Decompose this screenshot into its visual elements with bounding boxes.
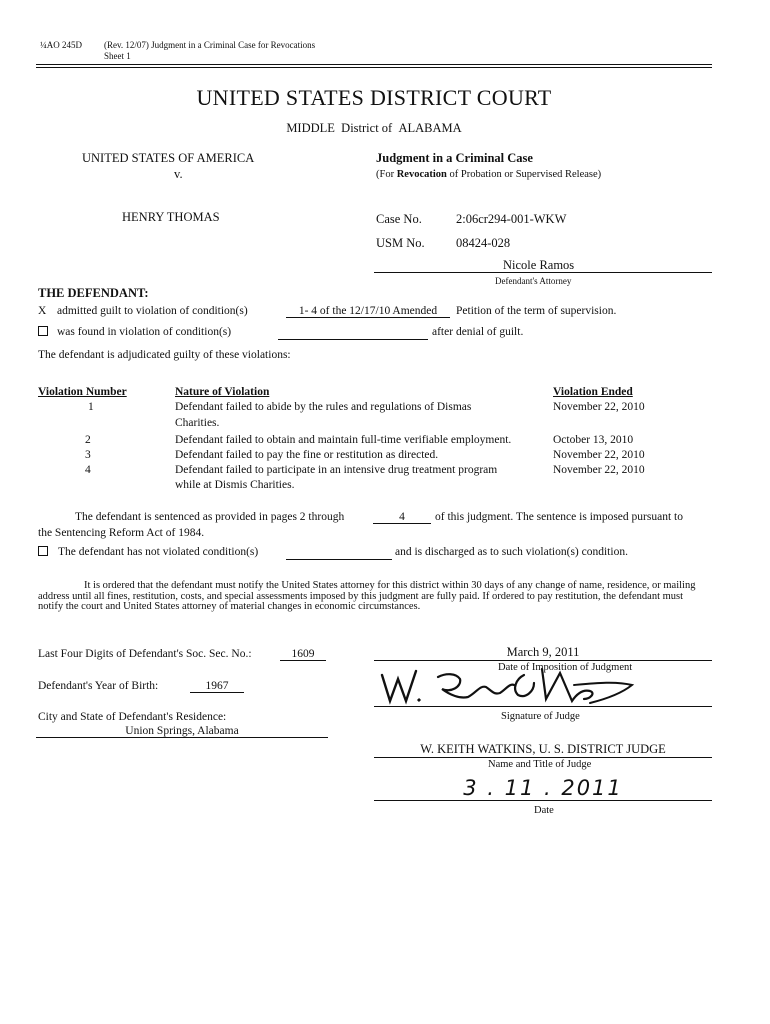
residence-label: City and State of Defendant's Residence: [38,711,227,723]
sheet-number: Sheet 1 [104,51,131,61]
not-violated-checkbox [38,546,48,558]
ssn-value: 1609 [280,648,326,661]
admitted-rest: Petition of the term of supervision. [456,305,617,317]
district-state: ALABAMA [398,121,462,135]
adjudicated-text: The defendant is adjudicated guilty of these violations: [38,349,291,361]
form-id: ¼AO 245D [40,40,82,50]
signature-line [374,706,712,707]
header-divider-2 [36,67,712,68]
plaintiff: UNITED STATES OF AMERICA [82,151,255,165]
imposition-date: March 9, 2011 [374,645,712,661]
violation-ended: November 22, 2010 [553,464,645,476]
header-divider [36,64,712,65]
notification-order: It is ordered that the defendant must notify the United States attorney for this district within 30 days of any change of name, residence, or mailing address until all fines, restitution, costs, and special assessments imposed by this judgment are fully paid. If ordered to pay restitution, the defendant must notify the court and United States attorney of material changes in economic circumstances. [38,580,696,612]
date-label: Date [534,805,554,816]
not-violated-text: The defendant has not violated condition(s) [58,546,259,558]
sentence-pages: 4 [373,511,431,524]
district-prefix: MIDDLE [286,121,335,135]
birth-year-label: Defendant's Year of Birth: [38,680,159,692]
signature-label: Signature of Judge [501,711,580,722]
court-title: UNITED STATES DISTRICT COURT [196,85,552,110]
header-nature: Nature of Violation [175,386,270,398]
violation-ended: November 22, 2010 [553,449,645,461]
discharged-text: and is discharged as to such violation(s) condition. [395,546,628,558]
form-revision: (Rev. 12/07) Judgment in a Criminal Case for Revocations [104,40,316,50]
not-violated-blank [286,546,392,560]
sentence-text-cont: of this judgment. The sentence is imposed pursuant to [435,511,683,523]
district-label: District of [341,121,393,135]
admitted-conditions: 1- 4 of the 12/17/10 Amended [286,305,450,318]
judge-name-label: Name and Title of Judge [488,759,592,770]
defendant-heading: THE DEFENDANT: [38,286,149,300]
found-text: was found in violation of condition(s) [57,326,232,338]
attorney-line [374,272,712,273]
signed-date: 3 . 11 . 2011 [374,776,712,801]
violation-number: 4 [85,464,91,476]
defendant-name: HENRY THOMAS [122,210,220,224]
found-conditions-blank [278,326,428,340]
violation-ended: October 13, 2010 [553,434,634,446]
violation-ended: November 22, 2010 [553,401,645,413]
violation-nature: Defendant failed to participate in an intensive drug treatment program [175,464,498,476]
judgment-title: Judgment in a Criminal Case [376,151,533,165]
versus: v. [174,167,183,181]
violation-nature: Defendant failed to abide by the rules and regulations of Dismas [175,401,472,413]
imposition-date-label: Date of Imposition of Judgment [498,662,633,673]
admitted-text: admitted guilt to violation of condition(s) [57,305,248,317]
violation-nature-cont: Charities. [175,417,220,429]
usm-number-value: 08424-028 [456,236,511,250]
case-number-value: 2:06cr294-001-WKW [456,212,567,226]
ssn-label: Last Four Digits of Defendant's Soc. Sec. No.: [38,648,252,660]
header-violation-number: Violation Number [38,386,127,398]
admitted-mark: X [38,305,47,317]
violation-nature-cont: while at Dismis Charities. [175,479,295,491]
violation-number: 1 [88,401,94,413]
usm-number-label: USM No. [376,236,425,250]
judge-name: W. KEITH WATKINS, U. S. DISTRICT JUDGE [374,742,712,758]
attorney-name: Nicole Ramos [503,258,575,272]
violation-number: 2 [85,434,91,446]
attorney-label: Defendant's Attorney [495,276,572,286]
violation-nature: Defendant failed to pay the fine or restitution as directed. [175,449,439,461]
violation-nature: Defendant failed to obtain and maintain full-time verifiable employment. [175,434,512,446]
residence-value: Union Springs, Alabama [36,725,328,738]
sentencing-act: the Sentencing Reform Act of 1984. [38,527,205,539]
birth-year-value: 1967 [190,680,244,693]
sentence-text: The defendant is sentenced as provided in pages 2 through [75,511,345,523]
found-checkbox [38,326,48,338]
case-number-label: Case No. [376,212,422,226]
district-line [0,121,748,136]
violation-number: 3 [85,449,91,461]
found-rest: after denial of guilt. [432,326,524,338]
header-violation-ended: Violation Ended [553,386,633,398]
judgment-subtitle: (For Revocation of Probation or Supervised Release) [376,169,602,180]
